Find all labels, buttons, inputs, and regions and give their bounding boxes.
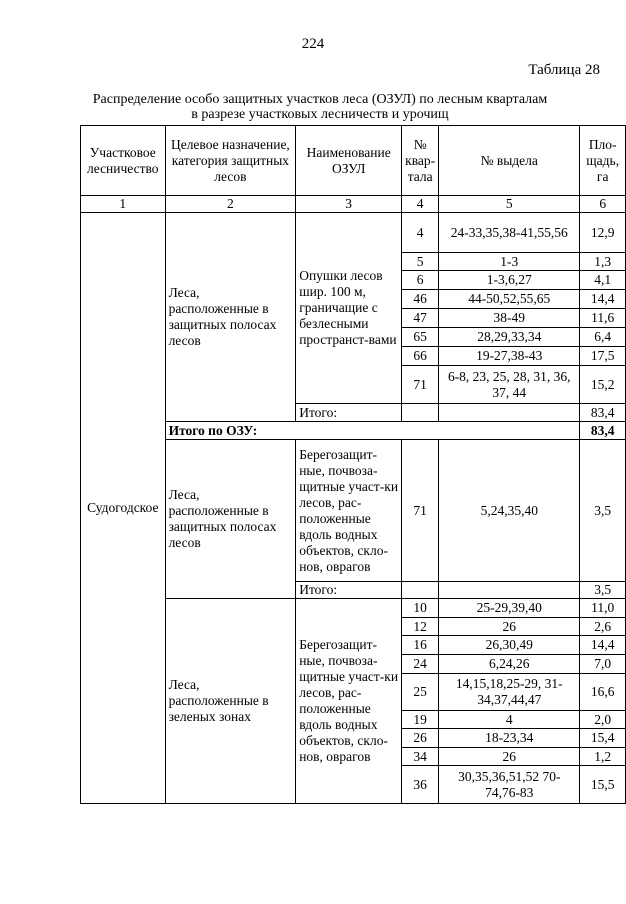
area-cell: 11,0	[580, 599, 626, 618]
kvartal-cell: 10	[402, 599, 439, 618]
area-cell: 2,6	[580, 618, 626, 636]
vydel-cell: 28,29,33,34	[439, 328, 580, 347]
vydel-cell: 19-27,38-43	[439, 347, 580, 366]
kvartal-cell: 19	[402, 711, 439, 729]
kvartal-cell: 25	[402, 674, 439, 711]
itogo-ozu-label: Итого по ОЗУ:	[165, 422, 580, 440]
vydel-cell: 24-33,35,38-41,55,56	[439, 213, 580, 253]
kvartal-cell: 71	[402, 366, 439, 404]
empty-cell	[402, 582, 439, 599]
header-lesnichestvo: Участковое лесничество	[81, 126, 166, 196]
area-cell: 15,5	[580, 766, 626, 804]
area-cell: 15,4	[580, 729, 626, 748]
area-cell: 3,5	[580, 440, 626, 582]
area-cell: 1,2	[580, 748, 626, 766]
area-cell: 4,1	[580, 271, 626, 290]
kvartal-cell: 47	[402, 309, 439, 328]
itogo-ozu-area: 83,4	[580, 422, 626, 440]
vydel-cell: 1-3,6,27	[439, 271, 580, 290]
header-row	[81, 126, 626, 196]
kvartal-cell: 5	[402, 253, 439, 271]
vydel-cell: 5,24,35,40	[439, 440, 580, 582]
kvartal-cell: 12	[402, 618, 439, 636]
vydel-cell: 25-29,39,40	[439, 599, 580, 618]
area-cell: 14,4	[580, 290, 626, 309]
header-number: 3	[296, 196, 402, 213]
page-number: 224	[301, 36, 325, 52]
area-cell: 7,0	[580, 655, 626, 674]
area-cell: 15,2	[580, 366, 626, 404]
title-line-2: в разрезе участковых лесничеств и урочищ	[191, 107, 449, 122]
area-cell: 12,9	[580, 213, 626, 253]
table-row	[81, 213, 626, 253]
table-title	[60, 92, 580, 122]
area-cell: 1,3	[580, 253, 626, 271]
itogo-label: Итого:	[296, 582, 402, 599]
category-cell: Леса, расположенные в защитных полосах лесов	[165, 440, 296, 599]
empty-cell	[439, 404, 580, 422]
title-line-1: Распределение особо защитных участков леса (ОЗУЛ) по лесным кварталам	[92, 92, 548, 107]
area-cell: 16,6	[580, 674, 626, 711]
empty-cell	[439, 582, 580, 599]
kvartal-cell: 36	[402, 766, 439, 804]
kvartal-cell: 4	[402, 213, 439, 253]
empty-cell	[402, 404, 439, 422]
area-cell: 6,4	[580, 328, 626, 347]
header-category: Целевое назначение, категория защитных лесов	[165, 126, 296, 196]
vydel-cell: 38-49	[439, 309, 580, 328]
kvartal-cell: 6	[402, 271, 439, 290]
kvartal-cell: 71	[402, 440, 439, 582]
kvartal-cell: 24	[402, 655, 439, 674]
itogo-label: Итого:	[296, 404, 402, 422]
kvartal-cell: 34	[402, 748, 439, 766]
lesnichestvo-cell: Судогодское	[81, 213, 166, 804]
vydel-cell: 26	[439, 748, 580, 766]
header-number: 5	[439, 196, 580, 213]
header-number: 1	[81, 196, 166, 213]
header-number: 2	[165, 196, 296, 213]
header-number: 4	[402, 196, 439, 213]
kvartal-cell: 65	[402, 328, 439, 347]
kvartal-cell: 16	[402, 636, 439, 655]
area-cell: 17,5	[580, 347, 626, 366]
kvartal-cell: 66	[402, 347, 439, 366]
vydel-cell: 18-23,34	[439, 729, 580, 748]
vydel-cell: 6-8, 23, 25, 28, 31, 36, 37, 44	[439, 366, 580, 404]
vydel-cell: 44-50,52,55,65	[439, 290, 580, 309]
table-number: Таблица 28	[528, 62, 600, 78]
area-cell: 2,0	[580, 711, 626, 729]
header-numbers-row	[81, 196, 626, 213]
header-area: Пло-щадь, га	[580, 126, 626, 196]
vydel-cell: 26,30,49	[439, 636, 580, 655]
header-kvartal: № квар-тала	[402, 126, 439, 196]
vydel-cell: 30,35,36,51,52 70-74,76-83	[439, 766, 580, 804]
category-cell: Леса, расположенные в защитных полосах лесов	[165, 213, 296, 422]
ozul-name-cell: Берегозащит-ные, почвоза-щитные участ-ки лесов, рас-положенные вдоль водных объектов, скло-нов, оврагов	[296, 440, 402, 582]
vydel-cell: 4	[439, 711, 580, 729]
vydel-cell: 14,15,18,25-29, 31-34,37,44,47	[439, 674, 580, 711]
vydel-cell: 26	[439, 618, 580, 636]
header-vydel: № выдела	[439, 126, 580, 196]
area-cell: 14,4	[580, 636, 626, 655]
vydel-cell: 6,24,26	[439, 655, 580, 674]
itogo-area: 3,5	[580, 582, 626, 599]
header-number: 6	[580, 196, 626, 213]
ozul-name-cell: Опушки лесов шир. 100 м, граничащие с безлесными пространст-вами	[296, 213, 402, 404]
ozul-name-cell: Берегозащит-ные, почвоза-щитные участ-ки лесов, рас-положенные вдоль водных объектов, скло-нов, оврагов	[296, 599, 402, 804]
vydel-cell: 1-3	[439, 253, 580, 271]
itogo-area: 83,4	[580, 404, 626, 422]
header-ozul-name: Наименование ОЗУЛ	[296, 126, 402, 196]
area-cell: 11,6	[580, 309, 626, 328]
kvartal-cell: 26	[402, 729, 439, 748]
kvartal-cell: 46	[402, 290, 439, 309]
category-cell: Леса, расположенные в зеленых зонах	[165, 599, 296, 804]
ozul-table	[80, 125, 626, 804]
